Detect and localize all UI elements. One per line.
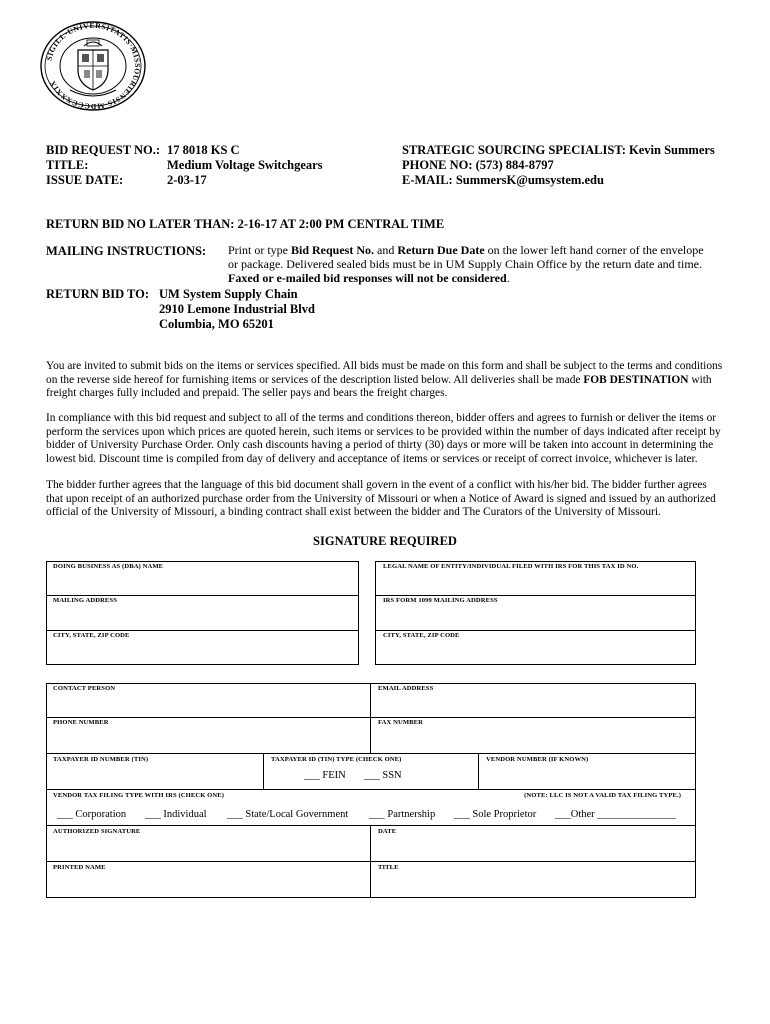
- terms-p1-line2-c: with: [688, 373, 712, 386]
- dba-name-label: DOING BUSINESS AS (DBA) NAME: [53, 563, 164, 570]
- terms-p2-line4: lowest bid. Discount time is compiled from day of delivery and acceptance of items or services or receipt of correct invoice, whichever is later.: [46, 452, 698, 465]
- dba-name-field[interactable]: [46, 561, 359, 596]
- vendor-number-label: VENDOR NUMBER (IF KNOWN): [486, 756, 589, 763]
- title-label: TITLE: [378, 864, 399, 871]
- legal-name-label: LEGAL NAME OF ENTITY/INDIVIDUAL FILED WITH IRS FOR THIS TAX ID NO.: [383, 563, 639, 570]
- terms-paragraph-2: [46, 412, 721, 466]
- bid-request-label: BID REQUEST NO.:: [46, 143, 161, 157]
- fein-checkbox[interactable]: ___ FEIN: [304, 770, 346, 781]
- sourcing-specialist: STRATEGIC SOURCING SPECIALIST: Kevin Summers: [402, 143, 715, 157]
- fax-number-label: FAX NUMBER: [378, 719, 424, 726]
- terms-p1-line3: freight charges fully included and prepaid. The seller pays and bears the freight charges.: [46, 387, 448, 400]
- title-field[interactable]: [370, 861, 696, 898]
- issue-date-label: ISSUE DATE:: [46, 173, 124, 187]
- signature-required-heading: SIGNATURE REQUIRED: [313, 534, 457, 548]
- issue-date-value: 2-03-17: [167, 173, 207, 187]
- legal-name-field[interactable]: [375, 561, 696, 596]
- vendor-filing-type-row: [46, 789, 696, 826]
- llc-note: (NOTE: LLC IS NOT A VALID TAX FILING TYPE.): [524, 792, 681, 799]
- irs-city-state-zip-label: CITY, STATE, ZIP CODE: [383, 632, 460, 639]
- authorized-signature-field[interactable]: [46, 825, 371, 862]
- fax-warning: Faxed or e-mailed bid responses will not be considered: [228, 271, 507, 285]
- vendor-number-field[interactable]: [478, 753, 696, 790]
- individual-option[interactable]: ___ Individual: [145, 809, 207, 820]
- mailing-instructions-line1: [228, 243, 704, 257]
- terms-p1-line1: You are invited to submit bids on the items or services specified. All bids must be made on this form and shall be subject to the terms and conditions: [46, 360, 723, 372]
- terms-p2-line1: In compliance with this bid request and subject to all of the terms and conditions thereon, bidder offers and agrees to furnish or deliver the items or: [46, 412, 717, 424]
- city-state-zip-label: CITY, STATE, ZIP CODE: [53, 632, 130, 639]
- return-address-line2: 2910 Lemone Industrial Blvd: [159, 302, 315, 316]
- bid-request-value: 17 8018 KS C: [167, 143, 240, 157]
- contact-person-label: CONTACT PERSON: [53, 685, 116, 692]
- irs-city-state-zip-field[interactable]: [375, 630, 696, 665]
- printed-name-field[interactable]: [46, 861, 371, 898]
- authorized-signature-label: AUTHORIZED SIGNATURE: [53, 828, 141, 835]
- terms-p1-line2: [46, 374, 722, 388]
- mailing-address-field[interactable]: [46, 595, 359, 631]
- email-address-label: EMAIL ADDRESS: [378, 685, 434, 692]
- other-option[interactable]: ___Other _______________: [555, 809, 677, 820]
- contact-person-field[interactable]: [46, 683, 371, 718]
- tin-type-label: TAXPAYER ID (TIN) TYPE (CHECK ONE): [271, 756, 402, 763]
- mailing-address-label: MAILING ADDRESS: [53, 597, 117, 604]
- date-label: DATE: [378, 828, 397, 835]
- mailing-instructions-line3: [228, 271, 510, 285]
- email-address: E-MAIL: SummersK@umsystem.edu: [402, 173, 604, 187]
- government-option[interactable]: ___ State/Local Government: [227, 809, 349, 820]
- return-address-line1: UM System Supply Chain: [159, 287, 298, 301]
- terms-paragraph-3: [46, 479, 716, 520]
- terms-paragraph-1: [46, 360, 722, 401]
- terms-p3-line1: The bidder further agrees that the language of this bid document shall govern in the event of a conflict with his/her bid. The bidder further agrees: [46, 479, 707, 491]
- terms-p3-line2: that upon receipt of an authorized purchase order from the University of Missouri or when a Notice of Award is signed and issued by an authorized: [46, 492, 716, 505]
- phone-number: PHONE NO: (573) 884-8797: [402, 158, 554, 172]
- terms-p2-line3: bidder of University Purchase Order. Only cash discounts having a period of thirty (30) days or more will be taken into account in determining the: [46, 439, 714, 452]
- fax-warning-end: .: [506, 271, 510, 285]
- city-state-zip-field[interactable]: [46, 630, 359, 665]
- irs-mailing-address-field[interactable]: [375, 595, 696, 631]
- title-value: Medium Voltage Switchgears: [167, 158, 323, 172]
- phone-number-field[interactable]: [46, 717, 371, 754]
- terms-p1-line2-a: on the reverse side hereof for furnishing items or services of the description listed below. All deliveries shall be made: [46, 373, 584, 386]
- fax-number-field[interactable]: [370, 717, 696, 754]
- phone-number-label: PHONE NUMBER: [53, 719, 109, 726]
- mailing-instructions-label: MAILING INSTRUCTIONS:: [46, 244, 207, 258]
- fob-destination: FOB DESTINATION: [583, 373, 689, 386]
- svg-text:SIGILL·UNIVERSITATIS·MISSOURIE: SIGILL·UNIVERSITATIS·MISSOURIENSIS·MDCCCXXXIX: [44, 20, 143, 112]
- return-bid-to-label: RETURN BID TO:: [46, 287, 150, 301]
- filing-type-label: VENDOR TAX FILING TYPE WITH IRS (CHECK ONE): [53, 792, 225, 799]
- tin-label: TAXPAYER ID NUMBER (TIN): [53, 756, 149, 763]
- email-address-field[interactable]: [370, 683, 696, 718]
- terms-p2-line2: perform the services upon which prices are quoted herein, such items or services to be provided within the number of days indicated after receipt by: [46, 425, 721, 438]
- terms-p3-line3: official of the University of Missouri, a binding contract shall exist between the bidder and The Curators of the University of Missouri.: [46, 506, 661, 519]
- printed-name-label: PRINTED NAME: [53, 864, 106, 871]
- return-address-line3: Columbia, MO 65201: [159, 317, 274, 331]
- mailing-text-c: and: [374, 243, 398, 257]
- mailing-text-bid-no: Bid Request No.: [291, 243, 375, 257]
- partnership-option[interactable]: ___ Partnership: [369, 809, 436, 820]
- title-label: TITLE:: [46, 158, 89, 172]
- mailing-text-due-date: Return Due Date: [397, 243, 485, 257]
- corporation-option[interactable]: ___ Corporation: [57, 809, 127, 820]
- tin-type-field: [263, 753, 479, 790]
- date-field[interactable]: [370, 825, 696, 862]
- mailing-text-e: on the lower left hand corner of the envelope: [484, 243, 704, 257]
- return-deadline: RETURN BID NO LATER THAN: 2-16-17 AT 2:00 PM CENTRAL TIME: [46, 217, 445, 231]
- sole-proprietor-option[interactable]: ___ Sole Proprietor: [454, 809, 537, 820]
- irs-mailing-address-label: IRS FORM 1099 MAILING ADDRESS: [383, 597, 498, 604]
- university-seal: [38, 20, 148, 112]
- mailing-instructions-line2: or package. Delivered sealed bids must be in UM Supply Chain Office by the return date and time.: [228, 257, 702, 271]
- ssn-checkbox[interactable]: ___ SSN: [364, 770, 402, 781]
- seal-icon: [38, 20, 148, 112]
- mailing-text-a: Print or type: [228, 243, 291, 257]
- tin-field[interactable]: [46, 753, 264, 790]
